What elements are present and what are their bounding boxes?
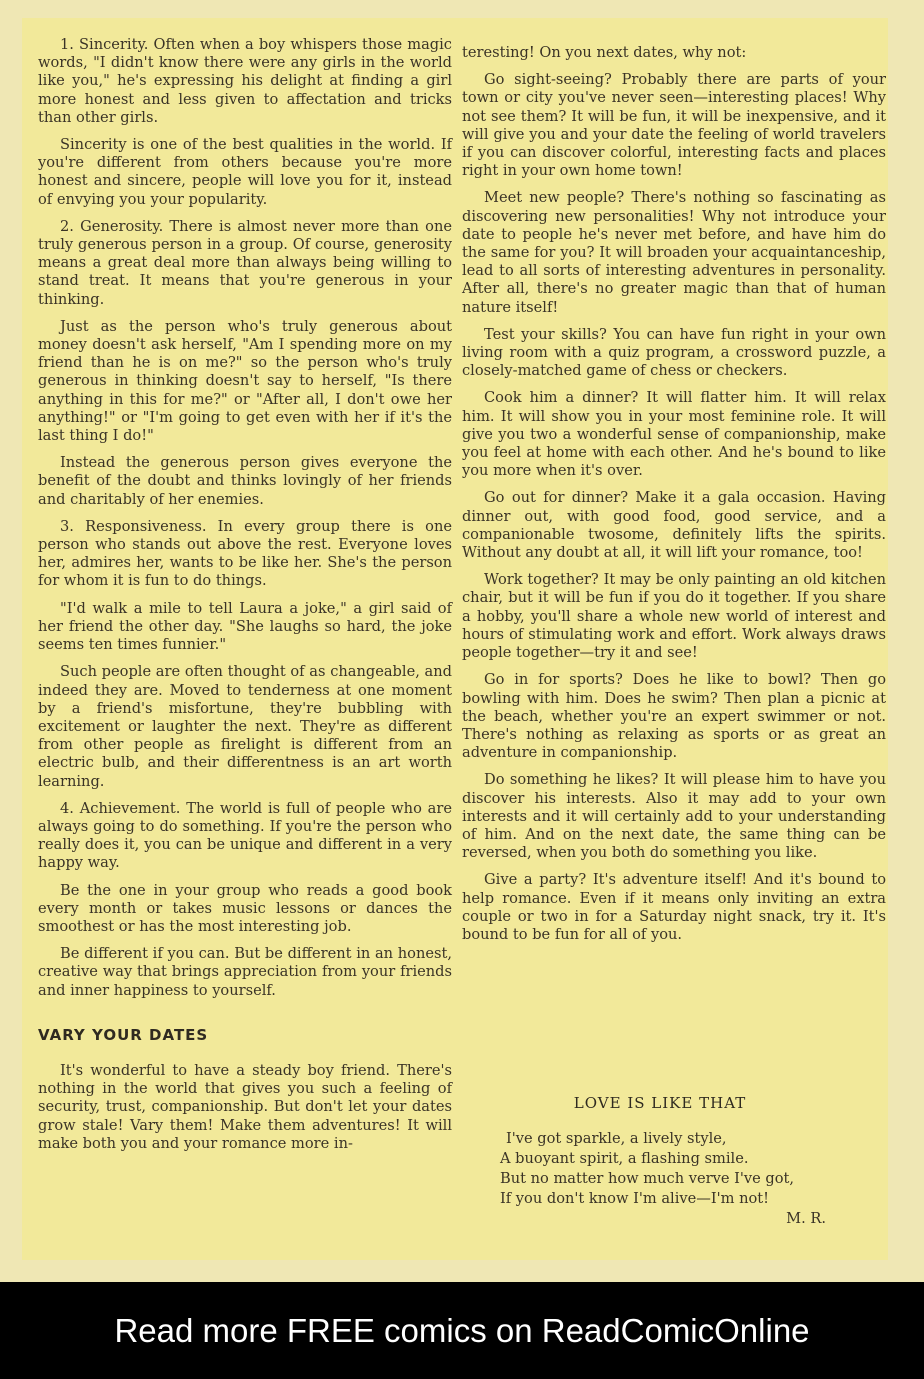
poem [480, 1093, 840, 1229]
poem-author: M. R. [786, 1210, 826, 1227]
paragraph-dinner-out: Go out for dinner? Make it a gala occasion. Having dinner out, with good food, good service, and a companionable twosome, definitely lifts the spirits. Without any doubt at all, it will lift your romance, too! [462, 489, 886, 562]
poem-line: A buoyant spirit, a flashing smile. [500, 1150, 749, 1167]
paragraph: Sincerity is one of the best qualities in the world. If you're different from others because you're more honest and sincere, people will love you for it, instead of envying you your popularity. [38, 136, 452, 208]
poem-title: LOVE IS LIKE THAT [573, 1094, 747, 1112]
poem-line: But no matter how much verve I've got, [500, 1170, 795, 1187]
left-column [38, 36, 452, 1162]
section-heading: VARY YOUR DATES [38, 1025, 209, 1044]
right-column [462, 44, 886, 953]
paragraph-cook-dinner: Cook him a dinner? It will flatter him. It will relax him. It will show you in your most feminine role. It will give you two a wonderful sense of companionship, make you feel at home with each other. And he's bound to like you more when it's over. [462, 389, 886, 480]
paragraph-responsiveness: 3. Responsiveness. In every group there is one person who stands out above the rest. Everyone loves her, admires her, wants to be like her. She's the person for whom it is fun to do things. [38, 517, 452, 590]
paragraph-sincerity: 1. Sincerity. Often when a boy whispers those magic words, "I didn't know there were any girls in the world like you," he's expressing his delight at finding a girl more honest and less given to affectation and tricks than other girls. [38, 36, 452, 126]
paragraph-work-together: Work together? It may be only painting an old kitchen chair, but it will be fun if you do it together. If you share a hobby, you'll share a whole new world of interest and hours of stimulating work and effort. Work always draws people together—try it and see! [462, 571, 886, 662]
paragraph-something-he-likes: Do something he likes? It will please him to have you discover his interests. Also it may add to your own interests and it will certainly add to your understanding of him. And on the next date, the same thing can be reversed, when you both do something you like. [462, 771, 886, 862]
paragraph: Instead the generous person gives everyone the benefit of the doubt and thinks lovingly of her friends and charitably of her enemies. [38, 454, 452, 508]
paragraph: Be different if you can. But be different in an honest, creative way that brings appreciation from your friends and inner happiness to yourself. [38, 945, 452, 999]
paragraph-sports: Go in for sports? Does he like to bowl? Then go bowling with him. Does he swim? Then plan a picnic at the beach, whether you're an expert swimmer or not. There's nothing as relaxing as sports or as great an adventure in companionship. [462, 671, 886, 762]
paragraph-sight-seeing: Go sight-seeing? Probably there are parts of your town or city you've never seen—interesting places! Why not see them? It will be fun, it will be inexpensive, and it will give you and your date the feeling of world travelers if you can discover colorful, interesting facts and places right in your own home town! [462, 71, 886, 180]
poem-line: If you don't know I'm alive—I'm not! [500, 1190, 770, 1207]
paragraph: "I'd walk a mile to tell Laura a joke," a girl said of her friend the other day. "She laughs so hard, the joke seems ten times funnier." [38, 599, 452, 654]
footer-banner[interactable] [0, 1282, 924, 1379]
paragraph-give-party: Give a party? It's adventure itself! And it's bound to help romance. Even if it means only inviting an extra couple or two in for a Saturday night snack, try it. It's bound to be fun for all of you. [462, 871, 886, 943]
paragraph-meet-people: Meet new people? There's nothing so fascinating as discovering new personalities! Why not introduce your date to people he's never met before, and have him do the same for you? It will broaden your acquaintanceship, lead to all sorts of interesting adventures in personality. After all, there's no greater magic than that of human nature itself! [462, 189, 886, 316]
paragraph: Be the one in your group who reads a good book every month or takes music lessons or dances the smoothest or has the most interesting job. [38, 881, 452, 935]
paragraph: Such people are often thought of as changeable, and indeed they are. Moved to tenderness at one moment by a friend's misfortune, they're bubbling with excitement or laughter the next. They're as different from other people as firelight is different from an electric bulb, and their differentness is an art worth learning. [38, 663, 452, 790]
paragraph-test-skills: Test your skills? You can have fun right in your own living room with a quiz program, a crossword puzzle, a closely-matched game of chess or checkers. [462, 325, 886, 380]
poem-line: I've got sparkle, a lively style, [506, 1130, 727, 1147]
footer-banner-text[interactable]: Read more FREE comics on ReadComicOnline [114, 1311, 810, 1349]
paragraph: Just as the person who's truly generous about money doesn't ask herself, "Am I spending more on my friend than he is on me?" so the person who's truly generous in thinking doesn't say to herself, "Is there anything in this for me?" or "After all, I don't owe her anything!" or "I'm going to get even with her if it's the last thing I do!" [38, 317, 452, 445]
continued-text: teresting! On you next dates, why not: [462, 44, 747, 61]
paragraph-generosity: 2. Generosity. There is almost never more than one truly generous person in a group. Of course, generosity means a great deal more than always being willing to stand treat. It means that you're generous in your thinking. [38, 217, 452, 308]
paragraph-vary-dates: It's wonderful to have a steady boy friend. There's nothing in the world that gives you such a feeling of security, trust, companionship. But don't let your dates grow stale! Vary them! Make them adventures! It will make both you and your romance more in- [38, 1061, 452, 1152]
paragraph-achievement: 4. Achievement. The world is full of people who are always going to do something. If you're the person who really does it, you can be unique and different in a very happy way. [38, 799, 452, 872]
